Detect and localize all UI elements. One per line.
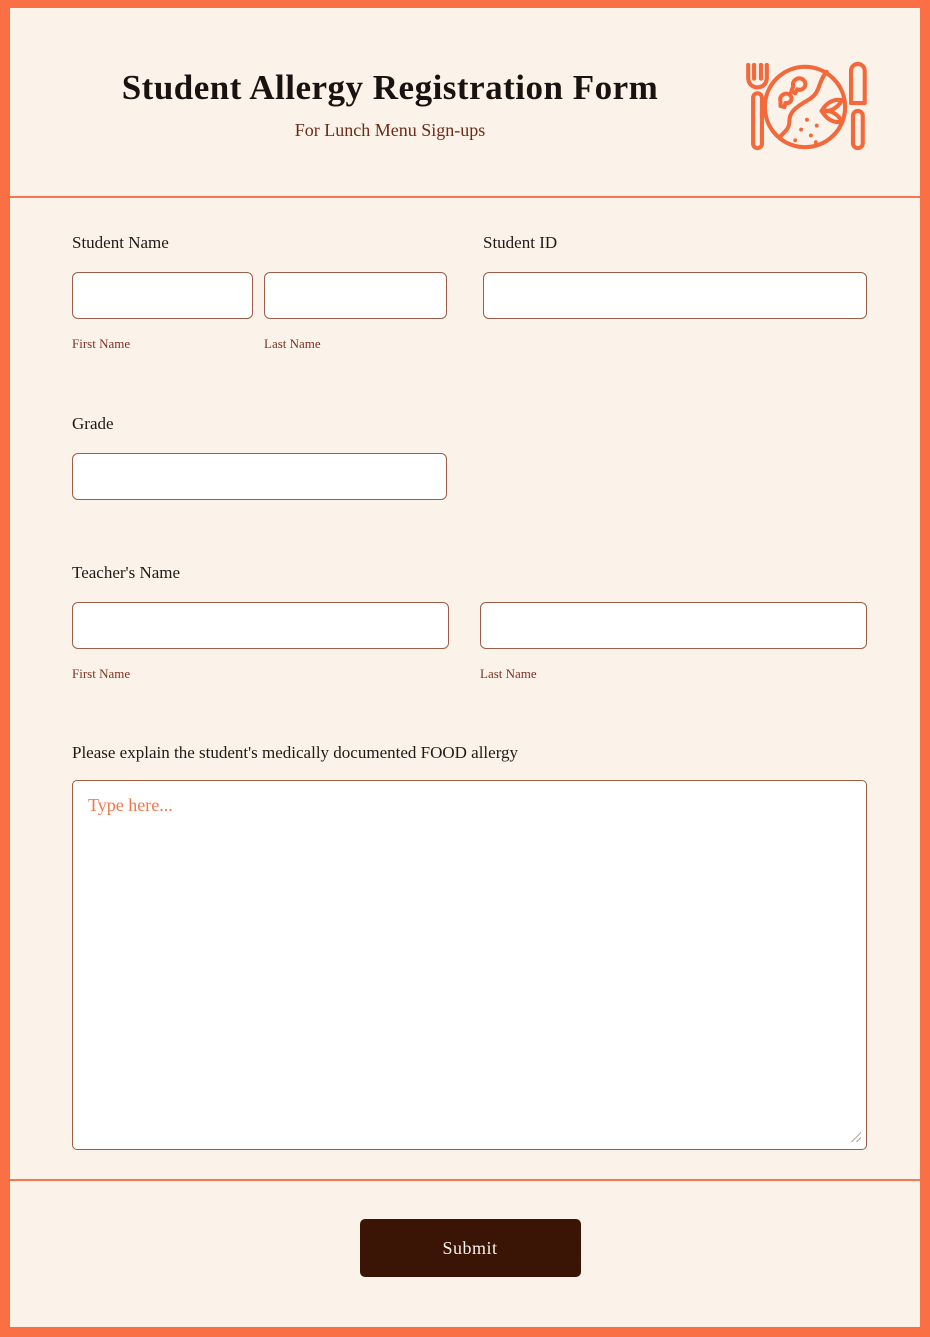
student-name-field: [72, 232, 447, 351]
leaf-lower: [822, 111, 843, 123]
student-id-label: Student ID: [483, 233, 558, 252]
plate-with-cutlery-icon: [740, 60, 870, 154]
allergy-question-field: [72, 742, 867, 1150]
allergy-textarea-wrap: [72, 780, 867, 1150]
student-first-name-input[interactable]: [72, 272, 253, 319]
page-title: Student Allergy Registration Form: [121, 68, 659, 107]
submit-button[interactable]: Submit: [360, 1219, 581, 1277]
knife-blade: [851, 64, 865, 103]
teacher-first-name-group: [72, 602, 449, 681]
fork-head: [748, 65, 767, 88]
student-first-name-group: [72, 272, 253, 351]
teacher-last-name-input[interactable]: [480, 602, 867, 649]
page-subtitle: For Lunch Menu Sign-ups: [294, 120, 486, 140]
teacher-name-inputs: [72, 602, 867, 681]
student-last-name-input[interactable]: [264, 272, 447, 319]
mushroom-1: [791, 78, 805, 93]
fork-handle: [753, 93, 762, 148]
student-id-input[interactable]: [483, 272, 867, 319]
grade-input[interactable]: [72, 453, 447, 500]
teacher-name-label: Teacher's Name: [72, 563, 181, 582]
form-body: [10, 198, 920, 1181]
plate-dots: [793, 118, 818, 144]
row-grade: [72, 413, 867, 500]
student-last-name-sublabel: Last Name: [264, 336, 321, 351]
student-name-inputs: [72, 272, 447, 351]
allergy-explanation-textarea[interactable]: [72, 780, 867, 1150]
knife-handle: [853, 111, 863, 148]
student-last-name-group: [264, 272, 447, 351]
teacher-name-field: [72, 562, 867, 681]
form-footer: [10, 1181, 920, 1325]
grade-label: Grade: [72, 414, 114, 433]
header-title-block: [10, 8, 770, 141]
mushroom-2: [780, 94, 791, 107]
student-id-field: [483, 232, 867, 351]
teacher-first-name-sublabel: First Name: [72, 666, 131, 681]
form-header: [10, 8, 920, 198]
allergy-question-label: Please explain the student's medically documented FOOD allergy: [72, 743, 519, 762]
teacher-last-name-group: [480, 602, 867, 681]
row-student: [72, 232, 867, 351]
teacher-last-name-sublabel: Last Name: [480, 666, 537, 681]
teacher-first-name-input[interactable]: [72, 602, 449, 649]
student-first-name-sublabel: First Name: [72, 336, 131, 351]
student-name-label: Student Name: [72, 233, 169, 252]
